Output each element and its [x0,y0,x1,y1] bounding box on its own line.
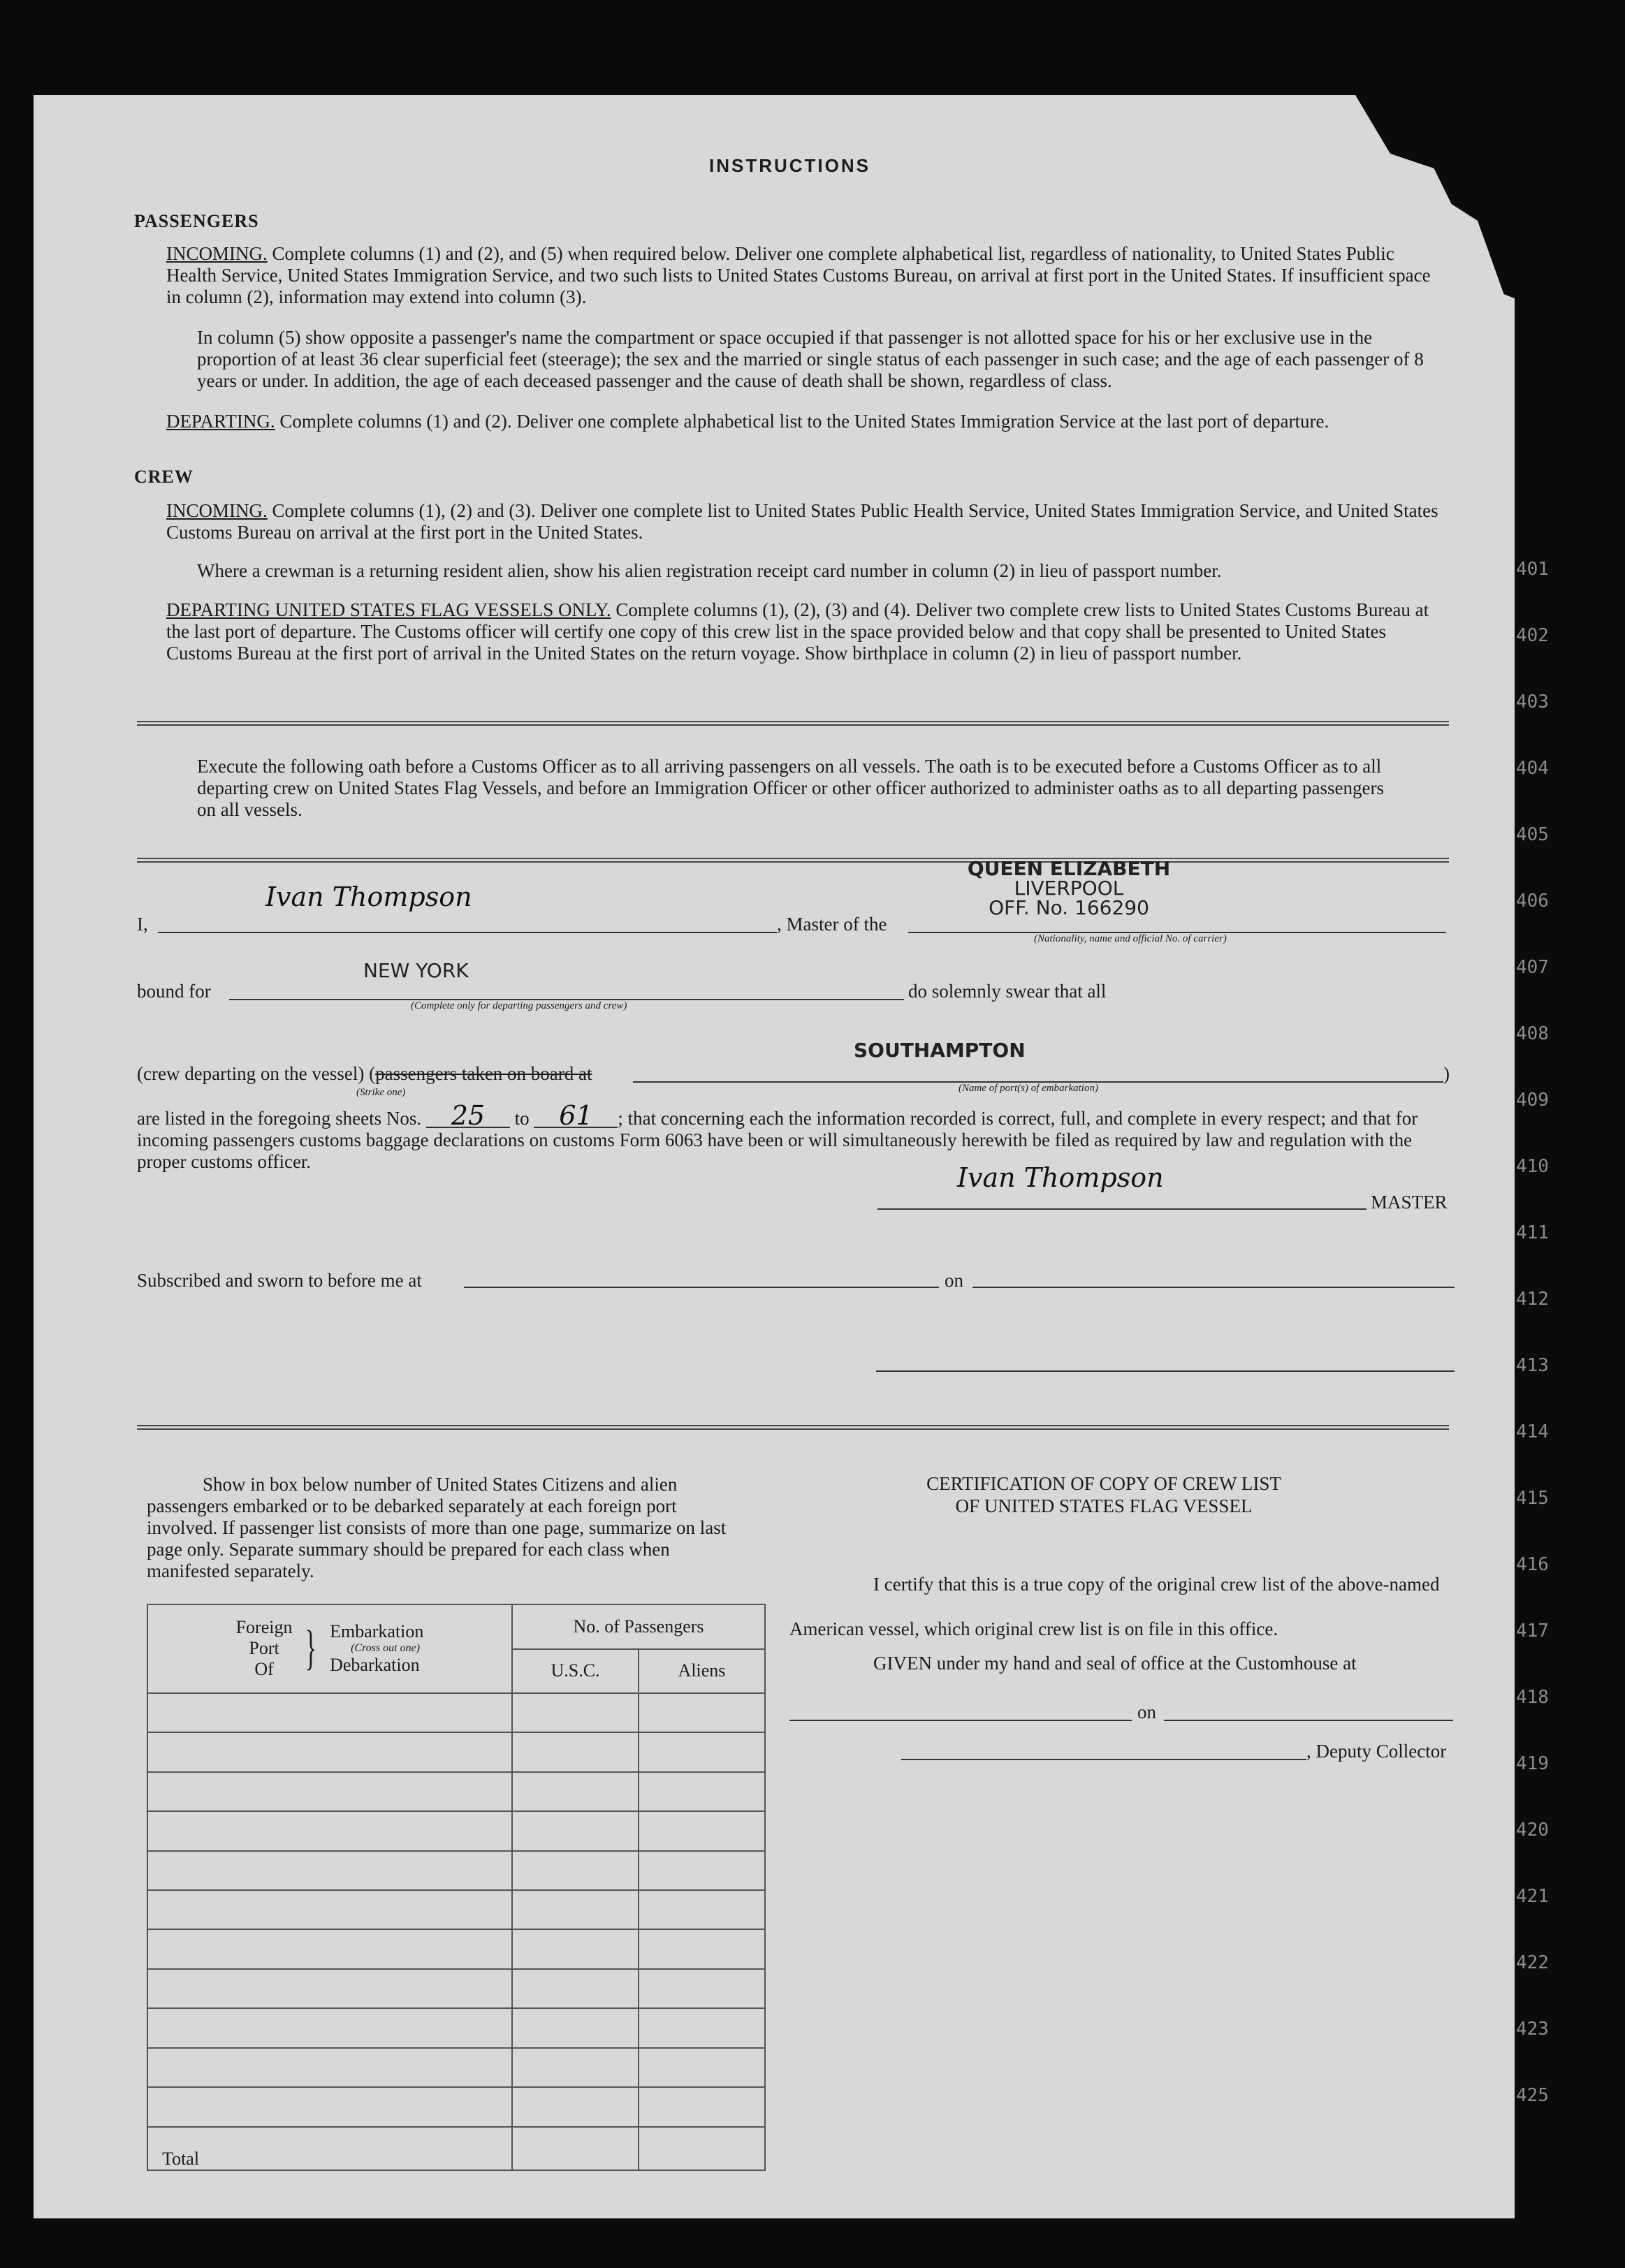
total-label: Total [147,2127,512,2170]
summary-row [147,2087,765,2127]
passengers-header [512,1604,765,1693]
passengers-departing-paragraph [166,411,1445,432]
divider [137,721,1449,726]
aliens-cell[interactable] [639,1851,765,1890]
col-cross-out: (Cross out one) [351,1642,421,1655]
certification-place-line [789,1720,1132,1721]
aliens-cell[interactable] [639,1969,765,2008]
usc-cell[interactable] [512,1929,639,1968]
vessel-name: QUEEN ELIZABETH [967,857,1171,880]
aliens-cell[interactable] [639,1929,765,1968]
bleed-through-row-number: 407 [1516,957,1549,978]
passenger-summary-table [147,1604,766,2171]
port-cell[interactable] [147,1929,512,1968]
bleed-through-row-number: 406 [1516,891,1549,912]
bleed-through-row-number: 417 [1516,1620,1549,1641]
bleed-through-row-number: 401 [1516,559,1549,580]
sheet-to: 61 [534,1105,618,1128]
passengers-incoming-paragraph [166,243,1445,308]
col-embarkation: Embarkation [330,1621,424,1642]
master-of-label: , Master of the [777,914,887,935]
aliens-cell[interactable] [639,2087,765,2127]
port-cell[interactable] [147,2048,512,2087]
master-name-line [158,932,777,933]
vessel-stamp [915,859,1223,918]
usc-cell[interactable] [512,1851,639,1890]
bound-for-label: bound for [137,981,211,1002]
embark-caption: (Name of port(s) of embarkation) [959,1083,1098,1094]
summary-row [147,1811,765,1850]
subscribed-place-line [464,1287,939,1288]
bleed-through-row-number: 422 [1516,1952,1549,1973]
bleed-through-row-number: 403 [1516,692,1549,712]
subscribed-date-line [972,1287,1455,1288]
crew-departing-phrase: (crew departing on the vessel) ( [137,1063,376,1084]
bleed-through-row-number: 411 [1516,1222,1549,1243]
summary-row [147,1693,765,1732]
bleed-through-row-number: 418 [1516,1687,1549,1708]
bleed-through-row-number: 421 [1516,1886,1549,1907]
passengers-departing-text: Complete columns (1) and (2). Deliver one complete alphabetical list to the United States Immigration Service at the last port of departure. [279,411,1329,432]
deputy-signature-line [901,1759,1306,1760]
crew-departing-text [137,1063,592,1084]
bleed-through-row-number: 410 [1516,1156,1549,1177]
port-cell[interactable] [147,1890,512,1929]
certification-heading-line1: CERTIFICATION OF COPY OF CREW LIST [926,1473,1281,1494]
certification-heading [789,1472,1418,1517]
bleed-through-row-number: 413 [1516,1355,1549,1376]
crew-departing-paragraph [166,599,1445,664]
certification-text: I certify that this is a true copy of the original crew list of the above-named American vessel, which original crew list is on file in this office. [789,1574,1440,1639]
aliens-cell[interactable] [639,1772,765,1811]
vessel-official-number: OFF. No. 166290 [989,896,1149,919]
master-signature: Ivan Thompson [957,1162,1164,1193]
certification-heading-line2: OF UNITED STATES FLAG VESSEL [955,1495,1253,1516]
vessel-caption: (Nationality, name and official No. of carrier) [1034,933,1227,944]
crew-incoming-paragraph [166,500,1445,543]
total-usc-cell[interactable] [512,2127,639,2170]
bleed-through-row-number: 405 [1516,824,1549,845]
bleed-through-row-number: 423 [1516,2019,1549,2040]
passengers-incoming-label: INCOMING. [166,243,268,264]
aliens-cell[interactable] [639,2008,765,2047]
close-paren: ) [1443,1063,1450,1084]
usc-cell[interactable] [512,1772,639,1811]
divider [137,1425,1449,1430]
usc-cell[interactable] [512,2048,639,2087]
bleed-through-row-number: 409 [1516,1090,1549,1111]
bound-caption: (Complete only for departing passengers and crew) [411,1000,627,1011]
oath-intro: Execute the following oath before a Customs Officer as to all arriving passengers on all vessels. The oath is to be executed before a Customs Officer as to all departing crew on United States Flag Vessels, and before an Immigration Officer or other officer authorized to administer oaths as to all departing passengers on all vessels. [197,756,1384,820]
struck-phrase: passengers taken on board at [375,1063,592,1084]
listed-text: ; that concerning each the information recorded is correct, full, and complete in every respect; and that for incoming passengers customs baggage declarations on customs Form 6063 have been or will simultaneously herewith be filed as required by law and regulation with the proper customs officer. [137,1108,1418,1172]
total-aliens-cell[interactable] [639,2127,765,2170]
usc-cell[interactable] [512,1811,639,1850]
summary-row [147,2008,765,2047]
summary-row [147,1929,765,1968]
passengers-incoming-text: Complete columns (1) and (2), and (5) when required below. Deliver one complete alphabetical list, regardless of nationality, to United States Public Health Service, United States Immigration Service, and two such lists to United States Customs Bureau, on arrival at first port in the United States. If insufficient space in column (2), information may extend into column (3). [166,243,1431,307]
aliens-cell[interactable] [639,1890,765,1929]
vessel-port: LIVERPOOL [1014,877,1124,900]
port-cell[interactable] [147,1772,512,1811]
passengers-column5-paragraph: In column (5) show opposite a passenger's name the compartment or space occupied if that passenger is not allotted space for his or her exclusive use in the proportion of at least 36 clear superficial feet (steerage); the sex and the married or single status of each passenger in such case; and the age of each passenger of 8 years or under. In addition, the age of each deceased passenger and the cause of death shall be shown, regardless of class. [197,327,1424,391]
divider [137,858,1449,863]
summary-row [147,1969,765,2008]
col-debarkation: Debarkation [330,1655,420,1676]
summary-row [147,1851,765,1890]
aliens-cell[interactable] [639,1811,765,1850]
on-label: on [945,1270,963,1291]
sheet-from: 25 [426,1105,510,1128]
certification-given: GIVEN under my hand and seal of office at the Customhouse at [873,1653,1357,1674]
certification-on-label: on [1137,1702,1156,1722]
officer-signature-line [876,1370,1455,1372]
bleed-through-row-number: 412 [1516,1289,1549,1310]
col-port-line1: Foreign [235,1617,293,1638]
bleed-through-row-number: 414 [1516,1421,1549,1442]
col-aliens: Aliens [678,1660,726,1681]
usc-cell[interactable] [512,1890,639,1929]
bleed-through-row-number: 404 [1516,758,1549,779]
col-usc: U.S.C. [513,1650,639,1692]
aliens-cell[interactable] [639,1732,765,1771]
swear-text: do solemnly swear that all [908,981,1107,1002]
aliens-cell[interactable] [639,2048,765,2087]
summary-row [147,1772,765,1811]
crew-departing-label: DEPARTING UNITED STATES FLAG VESSELS ONLY. [166,599,611,620]
port-cell[interactable] [147,1693,512,1732]
crew-incoming-text: Complete columns (1), (2) and (3). Deliver one complete list to United States Public Health Service, United States Immigration Service, and United States Customs Bureau on arrival at the first port in the United States. [166,500,1438,543]
crew-departing-text: Complete columns (1), (2), (3) and (4). Deliver two complete crew lists to United States Customs Bureau at the last port of departure. The Customs officer will certify one copy of this crew list in the space provided below and that copy shall be presented to United States Customs Bureau at the first port of arrival in the United States on the return voyage. Show birthplace in column (2) in lieu of passport number. [166,599,1429,664]
passengers-heading: PASSENGERS [134,211,259,231]
port-cell[interactable] [147,1851,512,1890]
oath-i-label: I, [137,914,148,935]
usc-cell[interactable] [512,1693,639,1732]
bleed-through-row-number: 416 [1516,1554,1549,1575]
master-signature-line [877,1208,1367,1210]
embark-port: SOUTHAMPTON [854,1039,1026,1062]
bleed-through-row-number: 415 [1516,1488,1549,1509]
crew-heading: CREW [134,467,194,487]
usc-cell[interactable] [512,2087,639,2127]
port-cell[interactable] [147,1969,512,2008]
bleed-through-row-number: 408 [1516,1023,1549,1044]
certification-date-line [1164,1720,1453,1721]
to-label: to [514,1108,530,1129]
usc-cell[interactable] [512,2008,639,2047]
crew-resident-paragraph: Where a crewman is a returning resident alien, show his alien registration receipt card number in column (2) in lieu of passport number. [197,560,1222,581]
bleed-through-row-number: 419 [1516,1753,1549,1774]
deputy-label: , Deputy Collector [1306,1741,1447,1762]
listed-label: are listed in the foregoing sheets Nos. [137,1108,422,1129]
summary-instructions: Show in box below number of United States Citizens and alien passengers embarked or to be debarked separately at each foreign port involved. If passenger list consists of more than one page, summarize on last page only. Separate summary should be prepared for each class when manifested separately. [147,1474,727,1581]
usc-cell[interactable] [512,1732,639,1771]
master-label: MASTER [1371,1192,1448,1213]
bound-for-value: NEW YORK [363,959,469,982]
bleed-through-row-number: 420 [1516,1820,1549,1841]
strike-caption: (Strike one) [356,1087,406,1098]
bleed-through-row-number: 402 [1516,625,1549,646]
col-passengers: No. of Passengers [513,1605,764,1650]
port-cell[interactable] [147,1811,512,1850]
port-cell[interactable] [147,2087,512,2127]
bleed-through-row-number: 425 [1516,2085,1549,2106]
col-port-line3: Of [254,1659,274,1680]
master-name-signature: Ivan Thompson [265,881,472,912]
listed-paragraph [137,1100,1450,1173]
port-cell[interactable] [147,2008,512,2047]
usc-cell[interactable] [512,1969,639,2008]
summary-row [147,2048,765,2087]
page-title: INSTRUCTIONS [709,155,870,176]
subscribed-label: Subscribed and sworn to before me at [137,1270,422,1291]
crew-incoming-label: INCOMING. [166,500,268,521]
summary-row [147,1890,765,1929]
aliens-cell[interactable] [639,1693,765,1732]
passengers-departing-label: DEPARTING. [166,411,275,432]
port-cell[interactable] [147,1732,512,1771]
port-header: Foreign Port Of } Embarkation (Cross out one) Debarkation [147,1604,512,1693]
summary-row [147,1732,765,1771]
col-port-line2: Port [249,1638,279,1659]
